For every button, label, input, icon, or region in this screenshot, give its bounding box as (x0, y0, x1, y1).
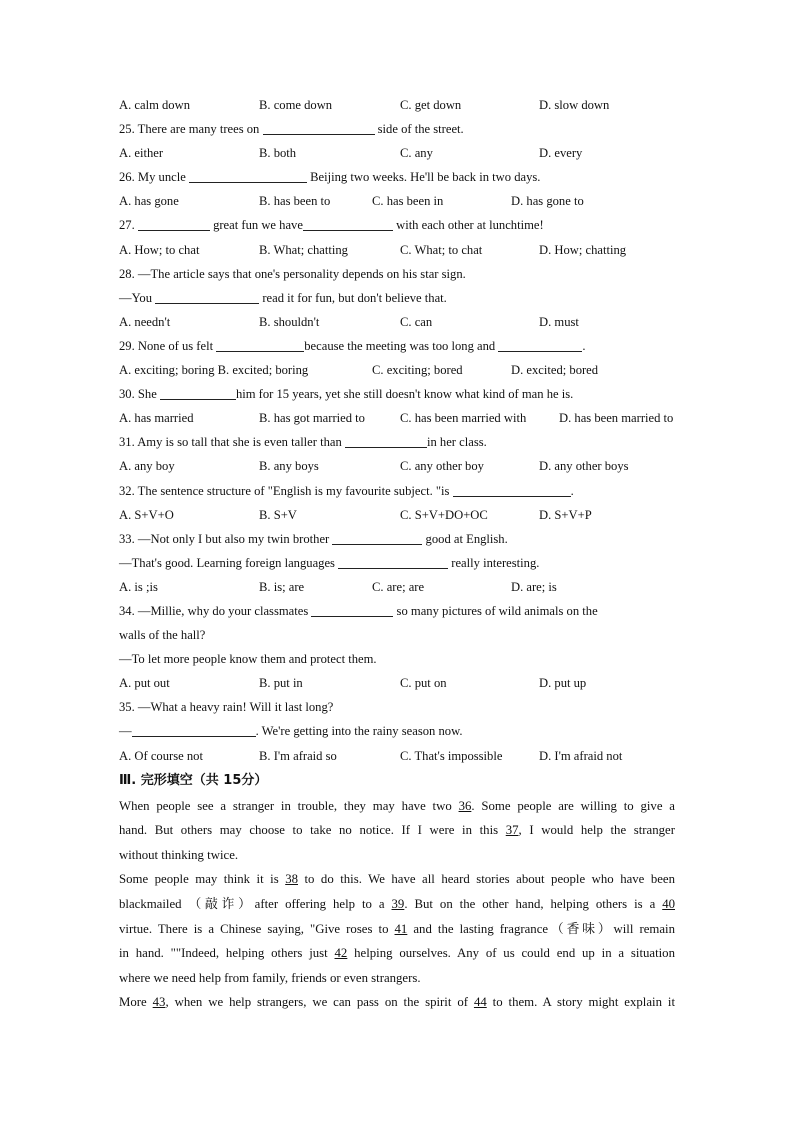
q31-options (119, 454, 675, 478)
blank-number[interactable]: 38 (285, 872, 298, 887)
option-b: B. put in (259, 676, 303, 691)
option-b: B. is; are (259, 579, 305, 594)
option-b: B. What; chatting (259, 242, 348, 257)
q35-options (119, 744, 675, 768)
question-28: 28. —The article says that one's personality depends on his star sign. (119, 266, 466, 281)
answer-blank[interactable] (332, 530, 422, 545)
option-a: A. How; to chat (119, 242, 200, 257)
question-34-line2: walls of the hall? (119, 628, 206, 643)
answer-blank[interactable] (498, 337, 582, 352)
option-a: A. has gone (119, 194, 179, 209)
question-32: 32. The sentence structure of "English is my favourite subject. "is . (119, 483, 574, 498)
passage-line: without thinking twice. (119, 847, 239, 862)
passage-line: virtue. There is a Chinese saying, "Give roses to 41 and the lasting fragrance（香味）will remain (119, 921, 676, 936)
cloze-passage (119, 794, 675, 1015)
option-d: D. put up (539, 676, 587, 691)
option-d: D. has been married to (559, 411, 674, 426)
q25-options (119, 141, 675, 165)
option-d: D. slow down (539, 98, 610, 112)
option-a: A. put out (119, 676, 170, 691)
option-c: C. can (400, 314, 433, 329)
blank-number[interactable]: 42 (334, 946, 348, 961)
option-b: B. shouldn't (259, 314, 320, 329)
question-26: 26. My uncle Beijing two weeks. He'll be back in two days. (119, 170, 541, 185)
option-c: C. are; are (372, 579, 425, 594)
q28-options (119, 310, 675, 334)
option-a: A. is ;is (119, 579, 158, 594)
blank-number[interactable]: 36 (458, 798, 472, 813)
option-c: C. any (400, 146, 433, 161)
question-25: 25. There are many trees on side of the street. (119, 122, 464, 137)
q32-options (119, 503, 675, 527)
question-35: 35. —What a heavy rain! Will it last long? (119, 700, 334, 715)
option-c: C. exciting; bored (372, 363, 463, 378)
option-d: D. must (539, 314, 579, 329)
q30-options (119, 406, 675, 430)
option-c: C. get down (400, 98, 462, 112)
option-c: C. any other boy (400, 459, 484, 474)
option-c: C. has been married with (400, 411, 527, 426)
blank-number[interactable]: 37 (505, 823, 519, 838)
option-a: A. Of course not (119, 748, 203, 763)
question-35-response: — . We're getting into the rainy season now. (119, 724, 463, 739)
question-30: 30. She him for 15 years, yet she still doesn't know what kind of man he is. (119, 387, 574, 402)
answer-blank[interactable] (189, 168, 307, 183)
option-b: B. has been to (259, 194, 331, 209)
exam-page (119, 93, 675, 1015)
option-a: A. S+V+O (119, 507, 174, 522)
option-b: B. any boys (259, 459, 319, 474)
question-34-response: —To let more people know them and protect them. (119, 652, 377, 667)
passage-line: hand. But others may choose to take no notice. If I were in this 37, I would help the stranger (119, 823, 675, 838)
option-b: B. S+V (259, 507, 297, 522)
option-d: D. has gone to (511, 194, 584, 209)
answer-blank[interactable] (132, 722, 256, 737)
answer-blank[interactable] (155, 289, 259, 304)
option-a: A. either (119, 146, 164, 161)
option-b: B. both (259, 146, 297, 161)
blank-number[interactable]: 39 (391, 897, 405, 911)
blank-number[interactable]: 44 (473, 995, 487, 1010)
option-c: C. S+V+DO+OC (400, 507, 488, 522)
answer-blank[interactable] (345, 433, 427, 448)
q34-options (119, 671, 675, 695)
question-29: 29. None of us felt because the meeting was too long and . (119, 338, 586, 353)
answer-blank[interactable] (160, 385, 236, 400)
answer-blank[interactable] (453, 482, 571, 497)
option-b: B. has got married to (259, 411, 365, 426)
section-heading: Ⅲ. 完形填空（共 15分） (119, 772, 268, 788)
option-d: D. S+V+P (539, 507, 592, 522)
blank-number[interactable]: 40 (662, 897, 675, 911)
passage-line: Some people may think it is 38 to do this. We have all heard stories about people who have been (119, 872, 675, 887)
option-a: A. any boy (119, 459, 175, 474)
option-d: D. any other boys (539, 459, 629, 474)
answer-blank[interactable] (311, 602, 393, 617)
q26-options (119, 189, 675, 213)
q27-options (119, 238, 675, 262)
q33-options (119, 575, 675, 599)
passage-line: blackmailed （敲诈）after offering help to a 39. But on the other hand, helping others is a 40 (119, 897, 675, 911)
option-d: D. How; chatting (539, 242, 627, 257)
question-33-response: —That's good. Learning foreign languages really interesting. (119, 555, 540, 570)
question-27: 27. great fun we have with each other at lunchtime! (119, 218, 544, 233)
option-a: A. calm down (119, 98, 190, 112)
question-34: 34. —Millie, why do your classmates so many pictures of wild animals on the (119, 603, 598, 618)
option-c: C. has been in (372, 194, 444, 209)
answer-blank[interactable] (138, 216, 210, 231)
option-d: D. are; is (511, 579, 557, 594)
answer-blank[interactable] (303, 216, 393, 231)
answer-blank[interactable] (338, 554, 448, 569)
answer-blank[interactable] (263, 120, 375, 135)
answer-blank[interactable] (216, 337, 304, 352)
option-d: D. I'm afraid not (539, 748, 623, 763)
option-c: C. That's impossible (400, 748, 503, 763)
option-b: B. I'm afraid so (259, 748, 337, 763)
passage-line: in hand. ""Indeed, helping others just 42 helping ourselves. Any of us could end up in a situation (119, 946, 675, 961)
question-28-response: —You read it for fun, but don't believe that. (119, 290, 447, 305)
option-d: D. excited; bored (511, 363, 599, 378)
blank-number[interactable]: 41 (394, 921, 408, 936)
option-d: D. every (539, 146, 583, 161)
passage-line: When people see a stranger in trouble, they may have two 36. Some people are willing to give a (119, 798, 675, 813)
q29-options (119, 358, 675, 382)
blank-number[interactable]: 43 (152, 995, 166, 1010)
option-a: A. needn't (119, 314, 171, 329)
question-31: 31. Amy is so tall that she is even taller than in her class. (119, 435, 487, 450)
option-a: A. has married (119, 411, 194, 426)
option-c: C. put on (400, 676, 447, 691)
option-ab: A. exciting; boring B. excited; boring (119, 363, 309, 378)
passage-line: where we need help from family, friends or even strangers. (119, 970, 421, 985)
question-33: 33. —Not only I but also my twin brother good at English. (119, 531, 508, 546)
option-b: B. come down (259, 98, 333, 112)
q24-options (119, 93, 675, 117)
option-c: C. What; to chat (400, 242, 483, 257)
passage-line: More 43, when we help strangers, we can pass on the spirit of 44 to them. A story might explain it (119, 995, 676, 1010)
